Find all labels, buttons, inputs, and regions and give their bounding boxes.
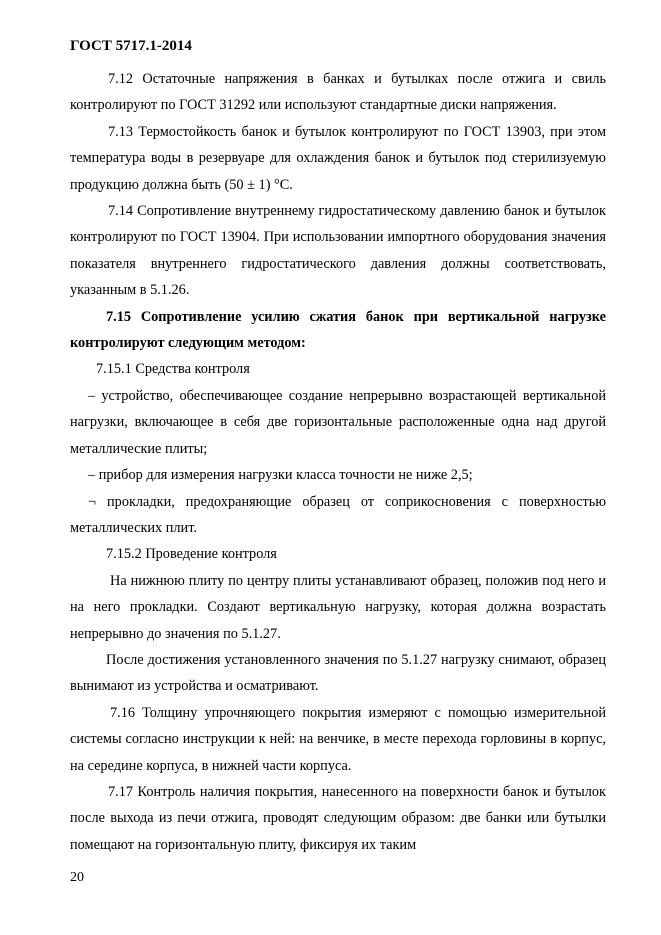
list-item-pads: ¬ прокладки, предохраняющие образец от соприкосновения с поверхностью металлических плит. [70, 493, 606, 536]
list-item-device: – устройство, обеспечивающее создание непрерывно возрастающей вертикальной нагрузки, включающее в себя две горизонтальные расположенные одна над другой металлические плиты; [70, 387, 606, 457]
document-header: ГОСТ 5717.1-2014 [70, 38, 192, 54]
paragraph-7-13: 7.13 Термостойкость банок и бутылок контролируют по ГОСТ 13903, при этом температура воды в резервуаре для охлаждения банок и бутылок под стерилизуемую продукцию должна быть (50 ± 1) °С. [70, 123, 606, 193]
paragraph-7-15: 7.15 Сопротивление усилию сжатия банок при вертикальной нагрузке контролируют следующим методом: [70, 308, 606, 352]
paragraph-7-16: 7.16 Толщину упрочняющего покрытия измеряют с помощью измерительной системы согласно инструкции к ней: на венчике, в месте перехода горловины в корпус, на середине корпуса, в нижней части корпуса. [70, 704, 606, 774]
page-number: 20 [70, 870, 84, 885]
paragraph-7-12: 7.12 Остаточные напряжения в банках и бутылках после отжига и свиль контролируют по ГОСТ 31292 или используют стандартные диски напряжения. [70, 71, 606, 114]
paragraph-7-14: 7.14 Сопротивление внутреннему гидростатическому давлению банок и бутылок контролируют по ГОСТ 13904. При использовании импортного оборудования значения показателя внутреннего гидростатического давления должны соответствовать, указанным в 5.1.26. [70, 203, 606, 299]
paragraph-7-17: 7.17 Контроль наличия покрытия, нанесенного на поверхности банок и бутылок после выхода из печи отжига, проводят следующим образом: две банки или бутылки помещают на горизонтальную плиту, фиксируя их таким [70, 783, 606, 853]
paragraph-7-15-2: 7.15.2 Проведение контроля [106, 546, 277, 563]
list-item-gauge: – прибор для измерения нагрузки класса точности не ниже 2,5; [88, 467, 473, 484]
paragraph-procedure: На нижнюю плиту по центру плиты устанавливают образец, положив под него и на него прокладки. Создают вертикальную нагрузку, которая должна возрастать непрерывно до значения по 5.1.27. [70, 572, 606, 642]
paragraph-7-15-1: 7.15.1 Средства контроля [96, 361, 250, 378]
paragraph-after-load: После достижения установленного значения по 5.1.27 нагрузку снимают, образец вынимают из устройства и осматривают. [70, 651, 606, 695]
document-body [70, 66, 606, 858]
